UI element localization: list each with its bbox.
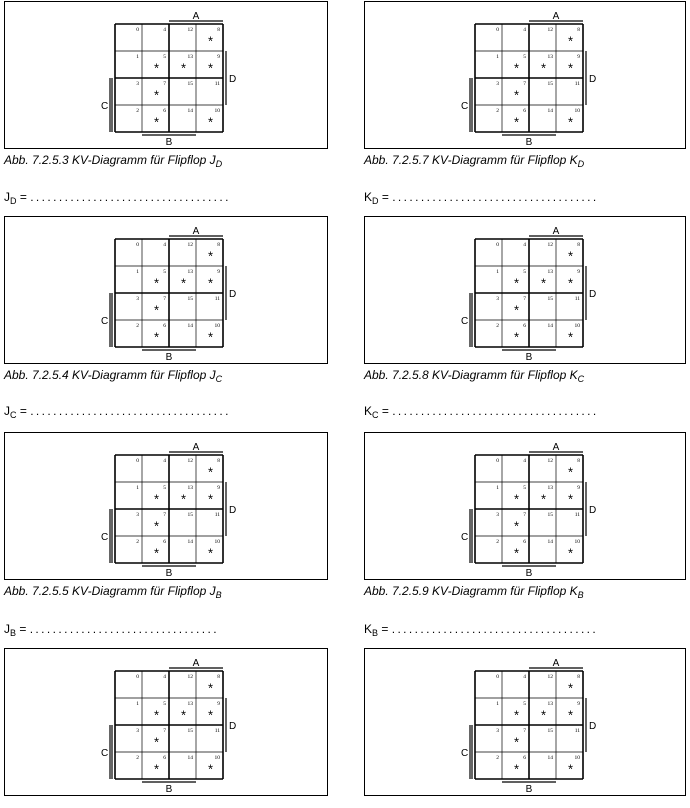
kv-cell-number: 9 xyxy=(217,485,220,491)
kv-cell-number: 4 xyxy=(523,458,526,464)
kv-cell-number: 8 xyxy=(577,242,580,248)
kv-panel-kc xyxy=(364,216,686,364)
kv-cell-number: 12 xyxy=(547,674,553,680)
kv-cell-number: 15 xyxy=(187,296,193,302)
kv-dont-care: * xyxy=(513,707,520,723)
kv-dont-care: * xyxy=(153,302,160,318)
kv-dont-care: * xyxy=(513,518,520,534)
kv-dont-care: * xyxy=(540,60,547,76)
kv-cell-number: 9 xyxy=(217,269,220,275)
kv-dont-care: * xyxy=(513,302,520,318)
kv-grid xyxy=(101,442,247,587)
kv-cell-number: 5 xyxy=(523,485,526,491)
kv-cell-number: 0 xyxy=(496,674,499,680)
kv-cell-number: 5 xyxy=(163,485,166,491)
kv-label-b: B xyxy=(525,568,533,579)
kv-cell-number: 4 xyxy=(523,242,526,248)
kv-cell-number: 14 xyxy=(547,323,553,329)
kv-cell-number: 10 xyxy=(214,755,220,761)
kv-cell-number: 7 xyxy=(163,512,166,518)
kv-cell-number: 14 xyxy=(187,539,193,545)
kv-cell-number: 7 xyxy=(163,728,166,734)
kv-label-d: D xyxy=(589,721,597,732)
kv-cell-number: 1 xyxy=(496,269,499,275)
kv-cell-number: 13 xyxy=(187,269,193,275)
kv-cell-number: 15 xyxy=(187,512,193,518)
kv-label-c: C xyxy=(101,316,109,327)
kv-diagram-jd xyxy=(101,11,247,161)
kv-dont-care: * xyxy=(567,248,574,264)
kv-cell-number: 10 xyxy=(574,755,580,761)
kv-cell-number: 11 xyxy=(214,512,220,518)
kv-label-a: A xyxy=(192,226,200,237)
kv-diagram-jb xyxy=(101,442,247,592)
kv-dont-care: * xyxy=(207,275,214,291)
kv-dont-care: * xyxy=(540,491,547,507)
kv-cell-number: 1 xyxy=(496,701,499,707)
kv-cell-number: 11 xyxy=(214,728,220,734)
kv-dont-care: * xyxy=(207,680,214,696)
kv-cell-number: 6 xyxy=(523,539,526,545)
kv-cell-number: 8 xyxy=(577,458,580,464)
kv-label-c: C xyxy=(101,532,109,543)
kv-cell-number: 10 xyxy=(574,539,580,545)
kv-cell-number: 9 xyxy=(577,54,580,60)
kv-cell-number: 3 xyxy=(496,728,499,734)
kv-label-b: B xyxy=(525,352,533,363)
kv-diagram-kd xyxy=(461,11,607,161)
kv-cell-number: 1 xyxy=(496,54,499,60)
kv-cell-number: 6 xyxy=(163,539,166,545)
kv-dont-care: * xyxy=(180,707,187,723)
kv-cell-number: 2 xyxy=(136,108,139,114)
kv-cell-number: 5 xyxy=(523,701,526,707)
kv-grid xyxy=(461,442,607,587)
kv-cell-number: 2 xyxy=(496,108,499,114)
kv-dont-care: * xyxy=(153,734,160,750)
kv-dont-care: * xyxy=(567,491,574,507)
kv-cell-number: 8 xyxy=(217,674,220,680)
kv-cell-number: 2 xyxy=(496,755,499,761)
caption-kc: Abb. 7.2.5.8 KV-Diagramm für Flipflop $K_C$ xyxy=(364,368,585,384)
kv-cell-number: 1 xyxy=(136,269,139,275)
kv-cell-number: 8 xyxy=(217,242,220,248)
kv-panel-jc xyxy=(4,216,328,364)
caption-jd: Abb. 7.2.5.3 KV-Diagramm für Flipflop $J_D$ xyxy=(4,153,223,169)
equation-jd: $J_D$ = ................................... xyxy=(4,190,231,206)
kv-cell-number: 8 xyxy=(217,458,220,464)
equation-kc: $K_C$ = .................................... xyxy=(364,404,599,420)
kv-diagram-extra-left xyxy=(101,658,247,808)
kv-grid xyxy=(461,658,607,803)
kv-cell-number: 12 xyxy=(187,458,193,464)
kv-cell-number: 12 xyxy=(547,242,553,248)
kv-cell-number: 11 xyxy=(574,81,580,87)
kv-cell-number: 6 xyxy=(163,323,166,329)
kv-dont-care: * xyxy=(153,707,160,723)
kv-cell-number: 14 xyxy=(547,539,553,545)
kv-cell-number: 15 xyxy=(187,728,193,734)
kv-label-b: B xyxy=(525,784,533,795)
kv-cell-number: 0 xyxy=(136,674,139,680)
kv-dont-care: * xyxy=(513,734,520,750)
kv-cell-number: 11 xyxy=(214,81,220,87)
kv-cell-number: 0 xyxy=(136,458,139,464)
kv-dont-care: * xyxy=(513,545,520,561)
kv-cell-number: 4 xyxy=(163,242,166,248)
kv-cell-number: 5 xyxy=(163,701,166,707)
kv-dont-care: * xyxy=(207,464,214,480)
kv-cell-number: 15 xyxy=(547,296,553,302)
kv-dont-care: * xyxy=(153,761,160,777)
kv-cell-number: 1 xyxy=(496,485,499,491)
kv-cell-number: 5 xyxy=(523,269,526,275)
kv-grid xyxy=(461,11,607,156)
kv-label-d: D xyxy=(589,505,597,516)
equation-kb: $K_B$ = .................................... xyxy=(364,622,599,638)
caption-jc: Abb. 7.2.5.4 KV-Diagramm für Flipflop $J_C$ xyxy=(4,368,223,384)
equation-jc: $J_C$ = ................................... xyxy=(4,404,231,420)
kv-cell-number: 14 xyxy=(187,108,193,114)
kv-dont-care: * xyxy=(513,329,520,345)
kv-dont-care: * xyxy=(153,329,160,345)
kv-cell-number: 12 xyxy=(187,27,193,33)
kv-label-c: C xyxy=(101,101,109,112)
kv-diagram-extra-right xyxy=(461,658,607,808)
kv-cell-number: 10 xyxy=(574,323,580,329)
kv-cell-number: 6 xyxy=(163,755,166,761)
kv-panel-kd xyxy=(364,1,686,149)
equation-jb: $J_B$ = ................................. xyxy=(4,622,219,638)
kv-label-a: A xyxy=(552,658,560,669)
kv-dont-care: * xyxy=(207,114,214,130)
kv-dont-care: * xyxy=(567,329,574,345)
kv-cell-number: 8 xyxy=(577,27,580,33)
kv-dont-care: * xyxy=(207,707,214,723)
kv-cell-number: 6 xyxy=(523,755,526,761)
kv-cell-number: 9 xyxy=(217,54,220,60)
kv-cell-number: 1 xyxy=(136,701,139,707)
kv-label-d: D xyxy=(589,289,597,300)
kv-grid xyxy=(101,658,247,803)
kv-dont-care: * xyxy=(153,518,160,534)
kv-dont-care: * xyxy=(567,114,574,130)
kv-label-b: B xyxy=(165,352,173,363)
kv-diagram-kc xyxy=(461,226,607,376)
kv-cell-number: 9 xyxy=(577,269,580,275)
kv-cell-number: 14 xyxy=(187,323,193,329)
kv-cell-number: 15 xyxy=(187,81,193,87)
kv-cell-number: 0 xyxy=(136,242,139,248)
kv-grid xyxy=(101,11,247,156)
kv-dont-care: * xyxy=(513,761,520,777)
kv-cell-number: 7 xyxy=(523,512,526,518)
kv-dont-care: * xyxy=(207,33,214,49)
kv-dont-care: * xyxy=(567,761,574,777)
kv-dont-care: * xyxy=(567,707,574,723)
kv-cell-number: 12 xyxy=(547,27,553,33)
kv-cell-number: 10 xyxy=(574,108,580,114)
kv-label-c: C xyxy=(101,748,109,759)
kv-cell-number: 0 xyxy=(496,242,499,248)
kv-label-b: B xyxy=(165,568,173,579)
kv-cell-number: 14 xyxy=(187,755,193,761)
kv-cell-number: 14 xyxy=(547,108,553,114)
kv-panel-jd xyxy=(4,1,328,149)
kv-cell-number: 7 xyxy=(523,728,526,734)
kv-cell-number: 2 xyxy=(136,323,139,329)
kv-label-c: C xyxy=(461,748,469,759)
kv-cell-number: 13 xyxy=(187,485,193,491)
kv-dont-care: * xyxy=(153,114,160,130)
kv-cell-number: 10 xyxy=(214,539,220,545)
kv-dont-care: * xyxy=(567,680,574,696)
kv-cell-number: 11 xyxy=(574,728,580,734)
kv-cell-number: 3 xyxy=(136,728,139,734)
kv-dont-care: * xyxy=(207,545,214,561)
kv-cell-number: 3 xyxy=(136,296,139,302)
kv-cell-number: 13 xyxy=(187,701,193,707)
kv-dont-care: * xyxy=(207,491,214,507)
caption-jb: Abb. 7.2.5.5 KV-Diagramm für Flipflop $J_B$ xyxy=(4,584,222,600)
kv-dont-care: * xyxy=(207,60,214,76)
kv-cell-number: 8 xyxy=(577,674,580,680)
kv-dont-care: * xyxy=(513,87,520,103)
kv-label-a: A xyxy=(552,226,560,237)
kv-cell-number: 0 xyxy=(136,27,139,33)
kv-dont-care: * xyxy=(513,114,520,130)
kv-cell-number: 4 xyxy=(163,27,166,33)
kv-cell-number: 6 xyxy=(523,108,526,114)
kv-cell-number: 13 xyxy=(547,54,553,60)
kv-dont-care: * xyxy=(513,60,520,76)
kv-cell-number: 3 xyxy=(136,512,139,518)
kv-cell-number: 4 xyxy=(163,458,166,464)
kv-cell-number: 0 xyxy=(496,27,499,33)
kv-cell-number: 13 xyxy=(187,54,193,60)
kv-cell-number: 0 xyxy=(496,458,499,464)
kv-label-a: A xyxy=(192,658,200,669)
kv-cell-number: 5 xyxy=(523,54,526,60)
kv-cell-number: 3 xyxy=(496,81,499,87)
kv-cell-number: 6 xyxy=(523,323,526,329)
kv-label-b: B xyxy=(525,137,533,148)
kv-panel-extra-left xyxy=(4,648,328,796)
kv-cell-number: 12 xyxy=(187,242,193,248)
kv-cell-number: 5 xyxy=(163,54,166,60)
kv-cell-number: 11 xyxy=(574,296,580,302)
kv-panel-kb xyxy=(364,432,686,580)
kv-dont-care: * xyxy=(180,275,187,291)
kv-label-b: B xyxy=(165,137,173,148)
kv-cell-number: 2 xyxy=(136,539,139,545)
kv-cell-number: 4 xyxy=(523,674,526,680)
kv-cell-number: 13 xyxy=(547,485,553,491)
kv-dont-care: * xyxy=(207,761,214,777)
kv-cell-number: 8 xyxy=(217,27,220,33)
kv-cell-number: 1 xyxy=(136,485,139,491)
kv-dont-care: * xyxy=(567,275,574,291)
kv-cell-number: 9 xyxy=(577,485,580,491)
kv-cell-number: 11 xyxy=(214,296,220,302)
kv-cell-number: 2 xyxy=(496,539,499,545)
kv-dont-care: * xyxy=(153,491,160,507)
kv-cell-number: 11 xyxy=(574,512,580,518)
kv-cell-number: 13 xyxy=(547,269,553,275)
kv-cell-number: 14 xyxy=(547,755,553,761)
kv-cell-number: 7 xyxy=(523,296,526,302)
kv-dont-care: * xyxy=(180,60,187,76)
kv-cell-number: 15 xyxy=(547,81,553,87)
kv-label-c: C xyxy=(461,101,469,112)
kv-cell-number: 12 xyxy=(187,674,193,680)
kv-label-b: B xyxy=(165,784,173,795)
kv-dont-care: * xyxy=(153,60,160,76)
kv-dont-care: * xyxy=(513,491,520,507)
caption-kd: Abb. 7.2.5.7 KV-Diagramm für Flipflop $K_D$ xyxy=(364,153,585,169)
kv-dont-care: * xyxy=(540,707,547,723)
kv-label-d: D xyxy=(229,74,237,85)
kv-grid xyxy=(101,226,247,371)
kv-dont-care: * xyxy=(540,275,547,291)
kv-label-c: C xyxy=(461,316,469,327)
equation-kd: $K_D$ = .................................... xyxy=(364,190,599,206)
kv-grid xyxy=(461,226,607,371)
kv-dont-care: * xyxy=(513,275,520,291)
kv-cell-number: 7 xyxy=(163,81,166,87)
kv-cell-number: 7 xyxy=(523,81,526,87)
kv-cell-number: 6 xyxy=(163,108,166,114)
kv-cell-number: 1 xyxy=(136,54,139,60)
kv-cell-number: 3 xyxy=(136,81,139,87)
kv-cell-number: 2 xyxy=(136,755,139,761)
kv-dont-care: * xyxy=(567,464,574,480)
kv-dont-care: * xyxy=(207,329,214,345)
kv-cell-number: 13 xyxy=(547,701,553,707)
kv-cell-number: 3 xyxy=(496,296,499,302)
kv-cell-number: 10 xyxy=(214,108,220,114)
kv-cell-number: 15 xyxy=(547,728,553,734)
caption-kb: Abb. 7.2.5.9 KV-Diagramm für Flipflop $K_B$ xyxy=(364,584,584,600)
kv-dont-care: * xyxy=(153,87,160,103)
kv-cell-number: 15 xyxy=(547,512,553,518)
kv-dont-care: * xyxy=(153,275,160,291)
kv-cell-number: 4 xyxy=(163,674,166,680)
kv-cell-number: 9 xyxy=(217,701,220,707)
kv-label-d: D xyxy=(229,289,237,300)
kv-panel-jb xyxy=(4,432,328,580)
kv-cell-number: 10 xyxy=(214,323,220,329)
kv-label-d: D xyxy=(229,721,237,732)
kv-label-d: D xyxy=(589,74,597,85)
kv-dont-care: * xyxy=(567,33,574,49)
kv-panel-extra-right xyxy=(364,648,686,796)
kv-dont-care: * xyxy=(153,545,160,561)
kv-cell-number: 5 xyxy=(163,269,166,275)
kv-cell-number: 7 xyxy=(163,296,166,302)
kv-diagram-jc xyxy=(101,226,247,376)
kv-cell-number: 3 xyxy=(496,512,499,518)
kv-diagram-kb xyxy=(461,442,607,592)
kv-label-a: A xyxy=(192,442,200,453)
kv-cell-number: 12 xyxy=(547,458,553,464)
kv-label-a: A xyxy=(552,11,560,22)
kv-label-c: C xyxy=(461,532,469,543)
kv-cell-number: 2 xyxy=(496,323,499,329)
kv-dont-care: * xyxy=(180,491,187,507)
kv-label-d: D xyxy=(229,505,237,516)
kv-dont-care: * xyxy=(567,545,574,561)
kv-cell-number: 9 xyxy=(577,701,580,707)
kv-cell-number: 4 xyxy=(523,27,526,33)
kv-dont-care: * xyxy=(207,248,214,264)
kv-label-a: A xyxy=(552,442,560,453)
kv-label-a: A xyxy=(192,11,200,22)
kv-dont-care: * xyxy=(567,60,574,76)
